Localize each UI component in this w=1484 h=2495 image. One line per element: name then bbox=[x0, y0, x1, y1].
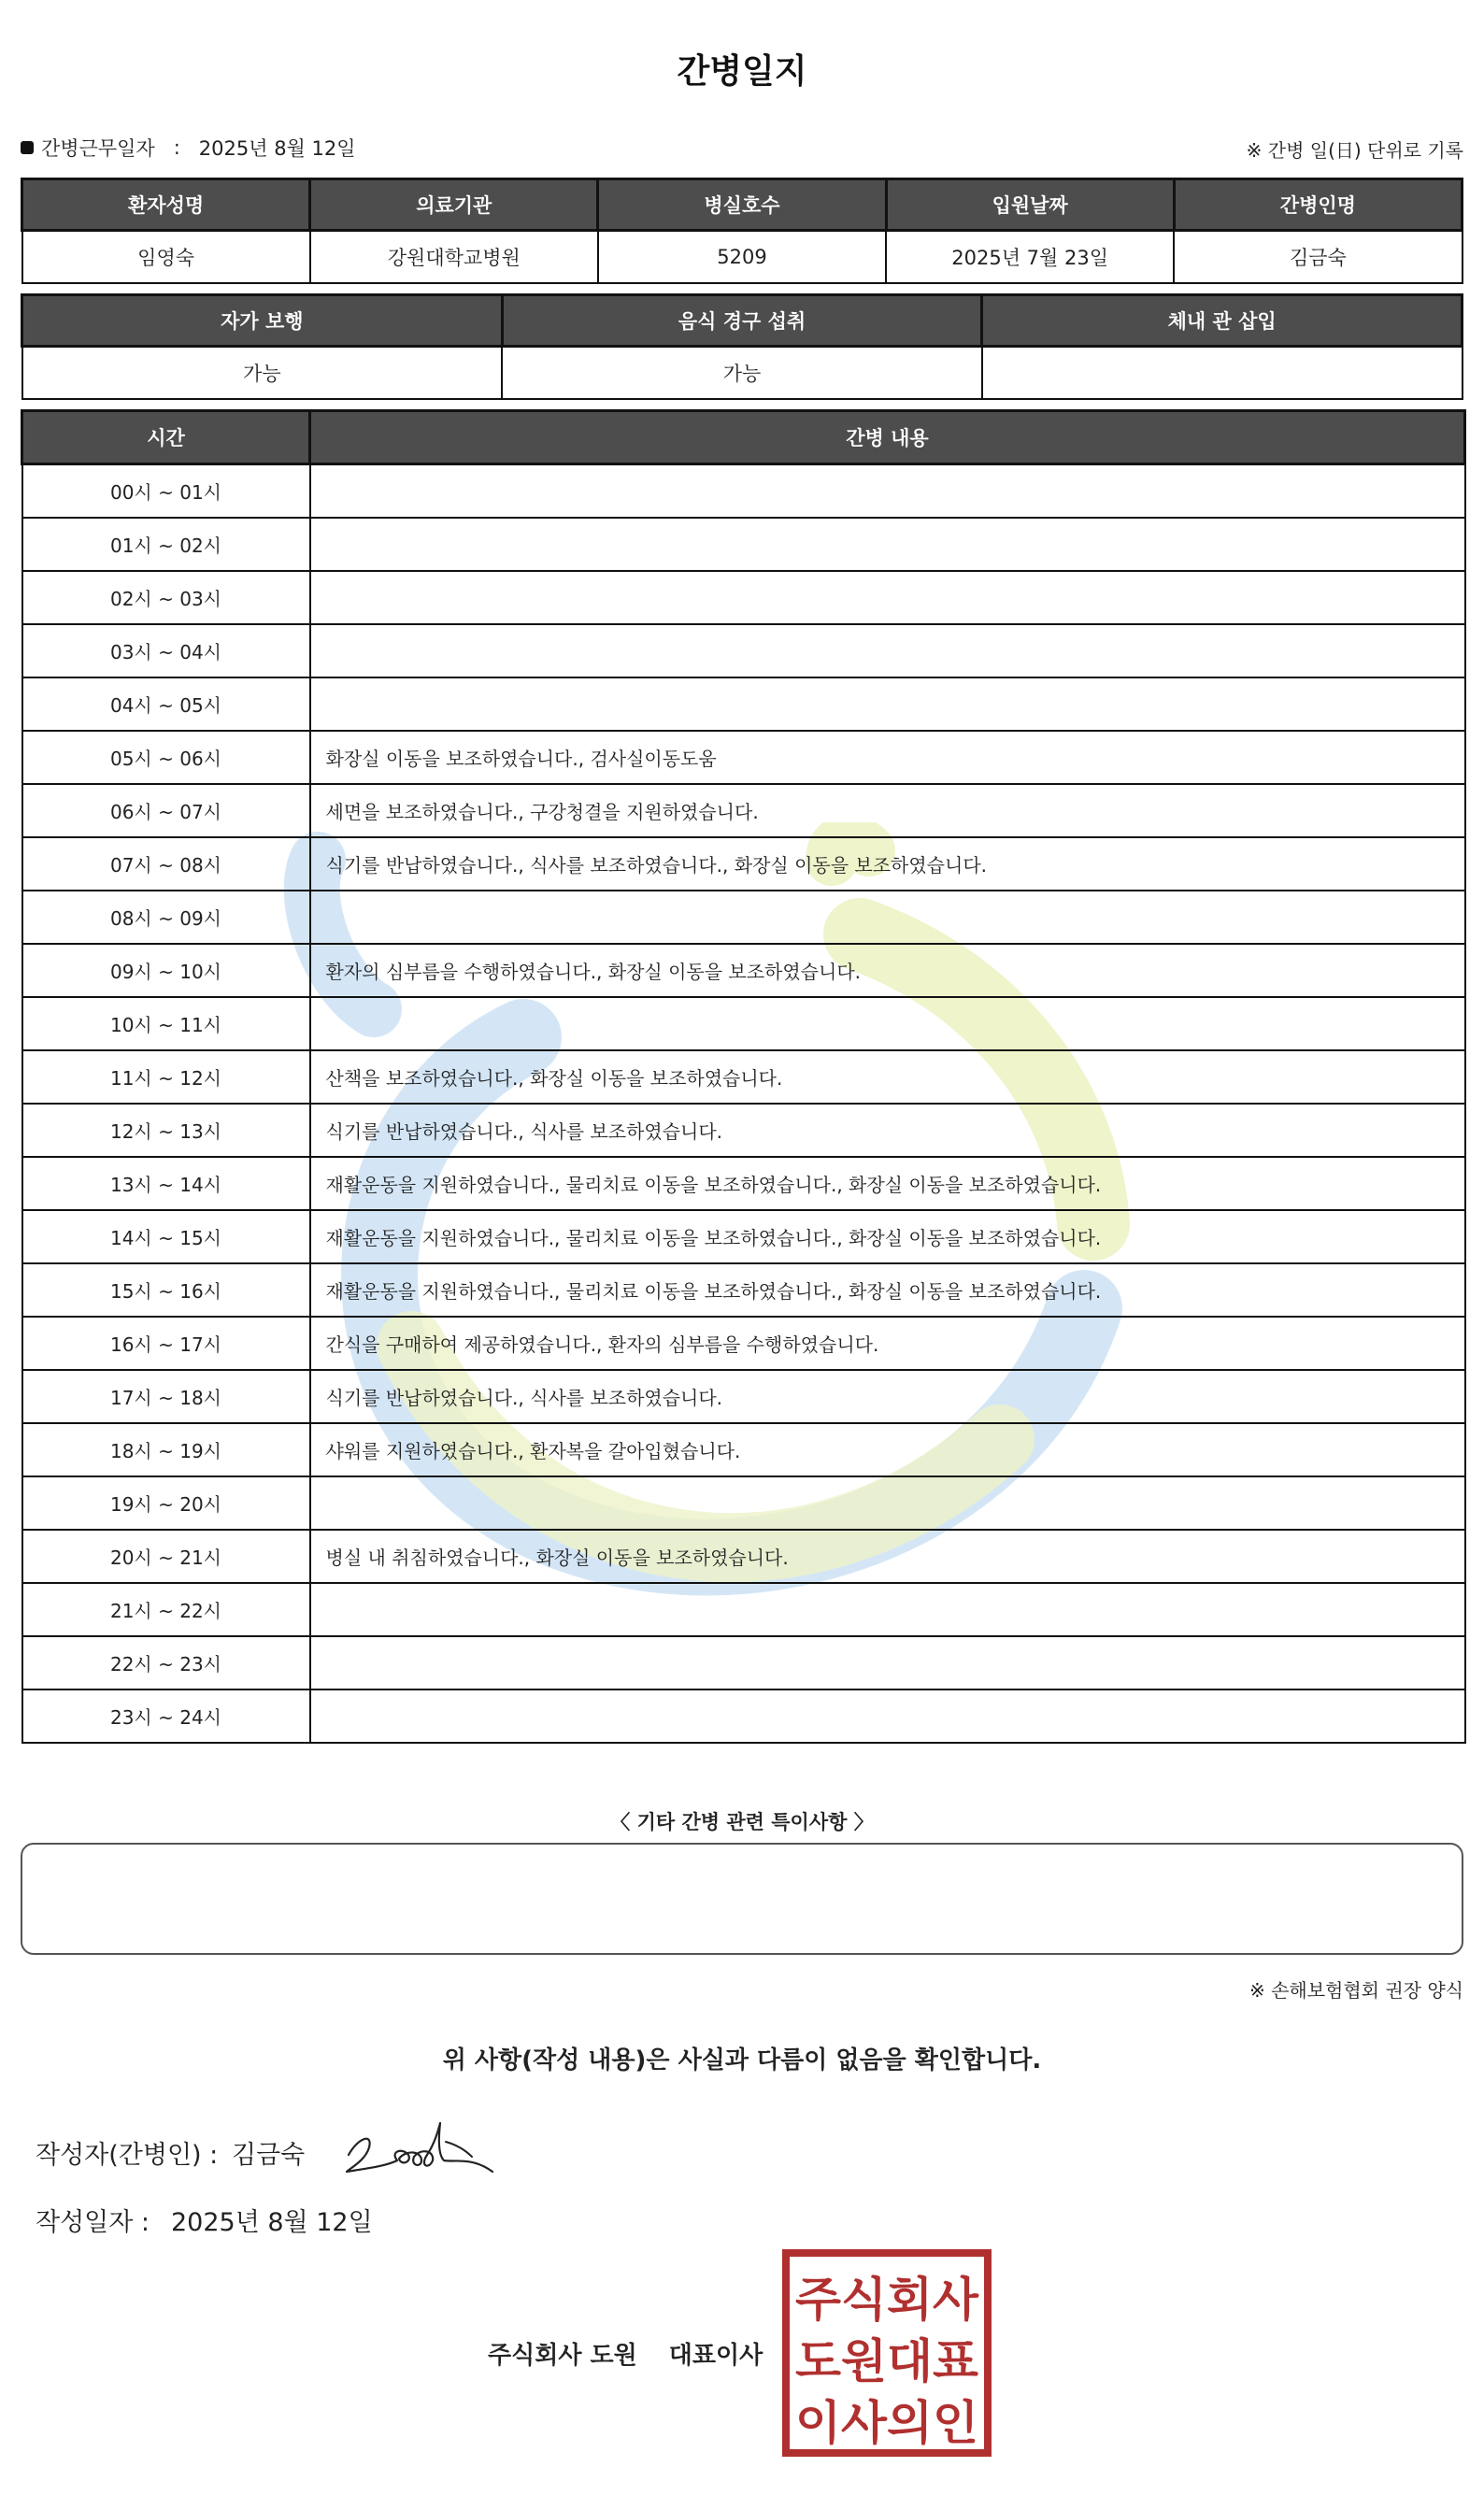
seal-line-3: 이사의인 bbox=[795, 2396, 978, 2450]
write-date-value: 2025년 8월 12일 bbox=[171, 2208, 373, 2237]
content-cell bbox=[310, 1583, 1465, 1636]
time-cell: 09시 ~ 10시 bbox=[22, 944, 310, 997]
oral-intake: 가능 bbox=[502, 347, 982, 400]
table-row bbox=[22, 1583, 1465, 1636]
content-cell bbox=[310, 624, 1465, 677]
time-cell: 05시 ~ 06시 bbox=[22, 731, 310, 784]
time-cell: 18시 ~ 19시 bbox=[22, 1423, 310, 1476]
header-caregiver-name: 간병인명 bbox=[1174, 179, 1462, 231]
writer-label: 작성자(간병인) : bbox=[36, 2141, 219, 2170]
content-cell: 세면을 보조하였습니다., 구강청결을 지원하였습니다. bbox=[310, 784, 1465, 837]
handwritten-signature bbox=[341, 2114, 500, 2188]
write-date-line bbox=[36, 2202, 373, 2238]
content-cell bbox=[310, 891, 1465, 944]
table-row bbox=[22, 1263, 1465, 1317]
table-row bbox=[22, 731, 1465, 784]
time-cell: 21시 ~ 22시 bbox=[22, 1583, 310, 1636]
table-row bbox=[22, 891, 1465, 944]
work-date-value: 2025년 8월 12일 bbox=[198, 137, 356, 160]
writer-line bbox=[36, 2134, 305, 2171]
table-row bbox=[22, 518, 1465, 571]
table-row bbox=[22, 1370, 1465, 1423]
write-date-label: 작성일자 : bbox=[36, 2208, 150, 2237]
self-walking: 가능 bbox=[22, 347, 503, 400]
unit-note: ※ 간병 일(日) 단위로 기록 bbox=[1246, 139, 1463, 162]
header-room-number: 병실호수 bbox=[598, 179, 886, 231]
recommended-form-note: ※ 손해보험협회 권장 양식 bbox=[1249, 1979, 1463, 2002]
special-notes-title: 〈 기타 간병 관련 특이사항 〉 bbox=[610, 1811, 874, 1833]
time-cell: 19시 ~ 20시 bbox=[22, 1476, 310, 1530]
content-cell: 화장실 이동을 보조하였습니다., 검사실이동도움 bbox=[310, 731, 1465, 784]
content-cell bbox=[310, 464, 1465, 519]
time-cell: 13시 ~ 14시 bbox=[22, 1157, 310, 1210]
header-time: 시간 bbox=[22, 411, 310, 464]
square-bullet-icon bbox=[21, 141, 34, 154]
content-cell: 재활운동을 지원하였습니다., 물리치료 이동을 보조하였습니다., 화장실 이동을 보조하였습니다. bbox=[310, 1263, 1465, 1317]
company-signature-line bbox=[488, 2336, 763, 2371]
content-cell bbox=[310, 997, 1465, 1050]
time-cell: 02시 ~ 03시 bbox=[22, 571, 310, 624]
table-row bbox=[22, 1689, 1465, 1743]
hospital: 강원대학교병원 bbox=[310, 231, 598, 284]
table-row bbox=[22, 1050, 1465, 1104]
document-title: 간병일지 bbox=[677, 52, 807, 91]
content-cell: 환자의 심부름을 수행하였습니다., 화장실 이동을 보조하였습니다. bbox=[310, 944, 1465, 997]
company-seal-stamp bbox=[781, 2248, 992, 2458]
content-cell bbox=[310, 571, 1465, 624]
header-admission-date: 입원날짜 bbox=[886, 179, 1174, 231]
header-care-content: 간병 내용 bbox=[310, 411, 1465, 464]
content-cell: 샤워를 지원하였습니다., 환자복을 갈아입혔습니다. bbox=[310, 1423, 1465, 1476]
header-tube-insertion: 체내 관 삽입 bbox=[982, 295, 1463, 347]
time-cell: 03시 ~ 04시 bbox=[22, 624, 310, 677]
seal-line-1: 주식회사 bbox=[795, 2273, 979, 2327]
caregiver-name: 김금숙 bbox=[1174, 231, 1462, 284]
content-cell: 식기를 반납하였습니다., 식사를 보조하였습니다. bbox=[310, 1104, 1465, 1157]
time-cell: 12시 ~ 13시 bbox=[22, 1104, 310, 1157]
table-row bbox=[22, 677, 1465, 731]
table-row bbox=[22, 837, 1465, 891]
time-cell: 00시 ~ 01시 bbox=[22, 464, 310, 519]
time-cell: 15시 ~ 16시 bbox=[22, 1263, 310, 1317]
content-cell: 재활운동을 지원하였습니다., 물리치료 이동을 보조하였습니다., 화장실 이동을 보조하였습니다. bbox=[310, 1157, 1465, 1210]
header-patient-name: 환자성명 bbox=[22, 179, 310, 231]
table-row bbox=[22, 1636, 1465, 1689]
table-row bbox=[22, 1530, 1465, 1583]
table-row bbox=[22, 464, 1465, 519]
table-row bbox=[22, 784, 1465, 837]
time-cell: 22시 ~ 23시 bbox=[22, 1636, 310, 1689]
room-number: 5209 bbox=[598, 231, 886, 284]
time-cell: 17시 ~ 18시 bbox=[22, 1370, 310, 1423]
time-cell: 16시 ~ 17시 bbox=[22, 1317, 310, 1370]
content-cell: 식기를 반납하였습니다., 식사를 보조하였습니다., 화장실 이동을 보조하였습니다. bbox=[310, 837, 1465, 891]
time-cell: 04시 ~ 05시 bbox=[22, 677, 310, 731]
header-self-walking: 자가 보행 bbox=[22, 295, 503, 347]
tube-insertion bbox=[982, 347, 1463, 400]
time-cell: 06시 ~ 07시 bbox=[22, 784, 310, 837]
special-notes-box bbox=[21, 1843, 1463, 1955]
work-date-label: 간병근무일자 bbox=[41, 137, 155, 160]
seal-line-2: 도원대표 bbox=[795, 2334, 979, 2388]
time-cell: 08시 ~ 09시 bbox=[22, 891, 310, 944]
patient-info-table bbox=[21, 178, 1463, 284]
table-row bbox=[22, 1317, 1465, 1370]
time-cell: 10시 ~ 11시 bbox=[22, 997, 310, 1050]
content-cell bbox=[310, 518, 1465, 571]
header-oral-intake: 음식 경구 섭취 bbox=[502, 295, 982, 347]
time-cell: 20시 ~ 21시 bbox=[22, 1530, 310, 1583]
content-cell: 간식을 구매하여 제공하였습니다., 환자의 심부름을 수행하였습니다. bbox=[310, 1317, 1465, 1370]
confirmation-statement: 위 사항(작성 내용)은 사실과 다름이 없음을 확인합니다. bbox=[442, 2046, 1042, 2074]
content-cell: 재활운동을 지원하였습니다., 물리치료 이동을 보조하였습니다., 화장실 이동을 보조하였습니다. bbox=[310, 1210, 1465, 1263]
patient-name: 임영숙 bbox=[22, 231, 310, 284]
table-row bbox=[22, 1476, 1465, 1530]
content-cell: 식기를 반납하였습니다., 식사를 보조하였습니다. bbox=[310, 1370, 1465, 1423]
content-cell: 산책을 보조하였습니다., 화장실 이동을 보조하였습니다. bbox=[310, 1050, 1465, 1104]
content-cell: 병실 내 취침하였습니다., 화장실 이동을 보조하였습니다. bbox=[310, 1530, 1465, 1583]
time-cell: 01시 ~ 02시 bbox=[22, 518, 310, 571]
time-cell: 11시 ~ 12시 bbox=[22, 1050, 310, 1104]
content-cell bbox=[310, 677, 1465, 731]
content-cell bbox=[310, 1636, 1465, 1689]
content-cell bbox=[310, 1476, 1465, 1530]
work-date bbox=[21, 134, 356, 162]
admission-date: 2025년 7월 23일 bbox=[886, 231, 1174, 284]
time-cell: 07시 ~ 08시 bbox=[22, 837, 310, 891]
care-log-table bbox=[21, 409, 1466, 1744]
time-cell: 23시 ~ 24시 bbox=[22, 1689, 310, 1743]
table-row bbox=[22, 1157, 1465, 1210]
writer-name: 김금숙 bbox=[232, 2141, 306, 2170]
company-title: 대표이사 bbox=[668, 2342, 763, 2370]
header-hospital: 의료기관 bbox=[310, 179, 598, 231]
table-row bbox=[22, 1104, 1465, 1157]
content-cell bbox=[310, 1689, 1465, 1743]
patient-status-table bbox=[21, 293, 1463, 400]
table-row bbox=[22, 1210, 1465, 1263]
table-row bbox=[22, 624, 1465, 677]
table-row bbox=[22, 997, 1465, 1050]
table-row bbox=[22, 571, 1465, 624]
work-date-separator: : bbox=[173, 136, 180, 159]
table-row bbox=[22, 1423, 1465, 1476]
time-cell: 14시 ~ 15시 bbox=[22, 1210, 310, 1263]
table-row bbox=[22, 944, 1465, 997]
company-name: 주식회사 도원 bbox=[488, 2342, 637, 2370]
